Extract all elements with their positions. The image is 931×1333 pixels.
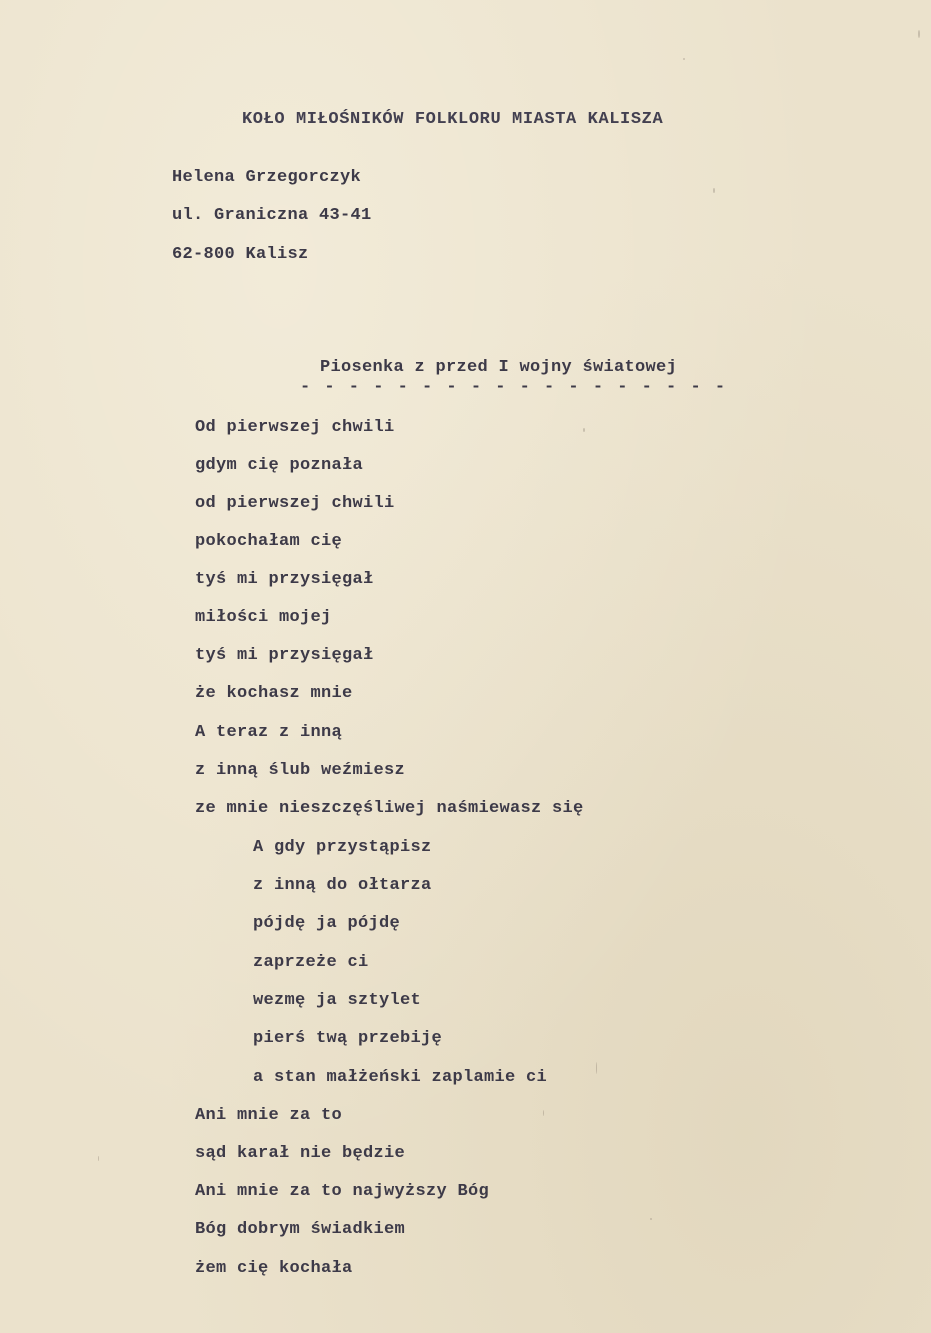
author-street: ul. Graniczna 43-41	[172, 206, 372, 225]
document-header: KOŁO MIŁOŚNIKÓW FOLKLORU MIASTA KALISZA	[242, 110, 664, 129]
verse-line: że kochasz mnie	[195, 684, 353, 703]
verse-line: z inną ślub weźmiesz	[195, 761, 406, 780]
paper-speck	[683, 58, 685, 60]
final-verse-line: Bóg dobrym świadkiem	[195, 1220, 406, 1239]
indented-verse-line: A gdy przystąpisz	[253, 838, 432, 857]
verse-line: tyś mi przysięgał	[195, 570, 374, 589]
final-verse-line: Ani mnie za to najwyższy Bóg	[195, 1182, 490, 1201]
indented-verse-line: zaprzeże ci	[253, 953, 369, 972]
final-verse-line: żem cię kochała	[195, 1259, 353, 1278]
indented-verse-line: pójdę ja pójdę	[253, 914, 401, 933]
indented-verse-line: wezmę ja sztylet	[253, 991, 422, 1010]
verse-line: od pierwszej chwili	[195, 494, 395, 513]
verse-line: miłości mojej	[195, 608, 332, 627]
author-name: Helena Grzegorczyk	[172, 168, 362, 187]
song-title: Piosenka z przed I wojny światowej	[320, 358, 678, 377]
title-underline: - - - - - - - - - - - - - - - - - -	[300, 378, 728, 397]
verse-line: tyś mi przysięgał	[195, 646, 374, 665]
paper-speck	[543, 1110, 544, 1116]
paper-speck	[596, 1062, 597, 1074]
indented-verse-line: pierś twą przebiję	[253, 1029, 443, 1048]
final-verse-line: Ani mnie za to	[195, 1106, 343, 1125]
final-verse-line: sąd karał nie będzie	[195, 1144, 406, 1163]
author-city: 62-800 Kalisz	[172, 245, 309, 264]
indented-verse-line: a stan małżeński zaplamie ci	[253, 1068, 548, 1087]
paper-speck	[713, 188, 715, 193]
verse-line: gdym cię poznała	[195, 456, 364, 475]
indented-verse-line: z inną do ołtarza	[253, 876, 432, 895]
verse-line: Od pierwszej chwili	[195, 418, 395, 437]
paper-speck	[650, 1218, 652, 1220]
paper-speck	[918, 30, 920, 38]
verse-line: pokochałam cię	[195, 532, 343, 551]
verse-line: ze mnie nieszczęśliwej naśmiewasz się	[195, 799, 584, 818]
verse-line: A teraz z inną	[195, 723, 343, 742]
paper-speck	[98, 1156, 99, 1161]
paper-speck	[583, 428, 585, 432]
